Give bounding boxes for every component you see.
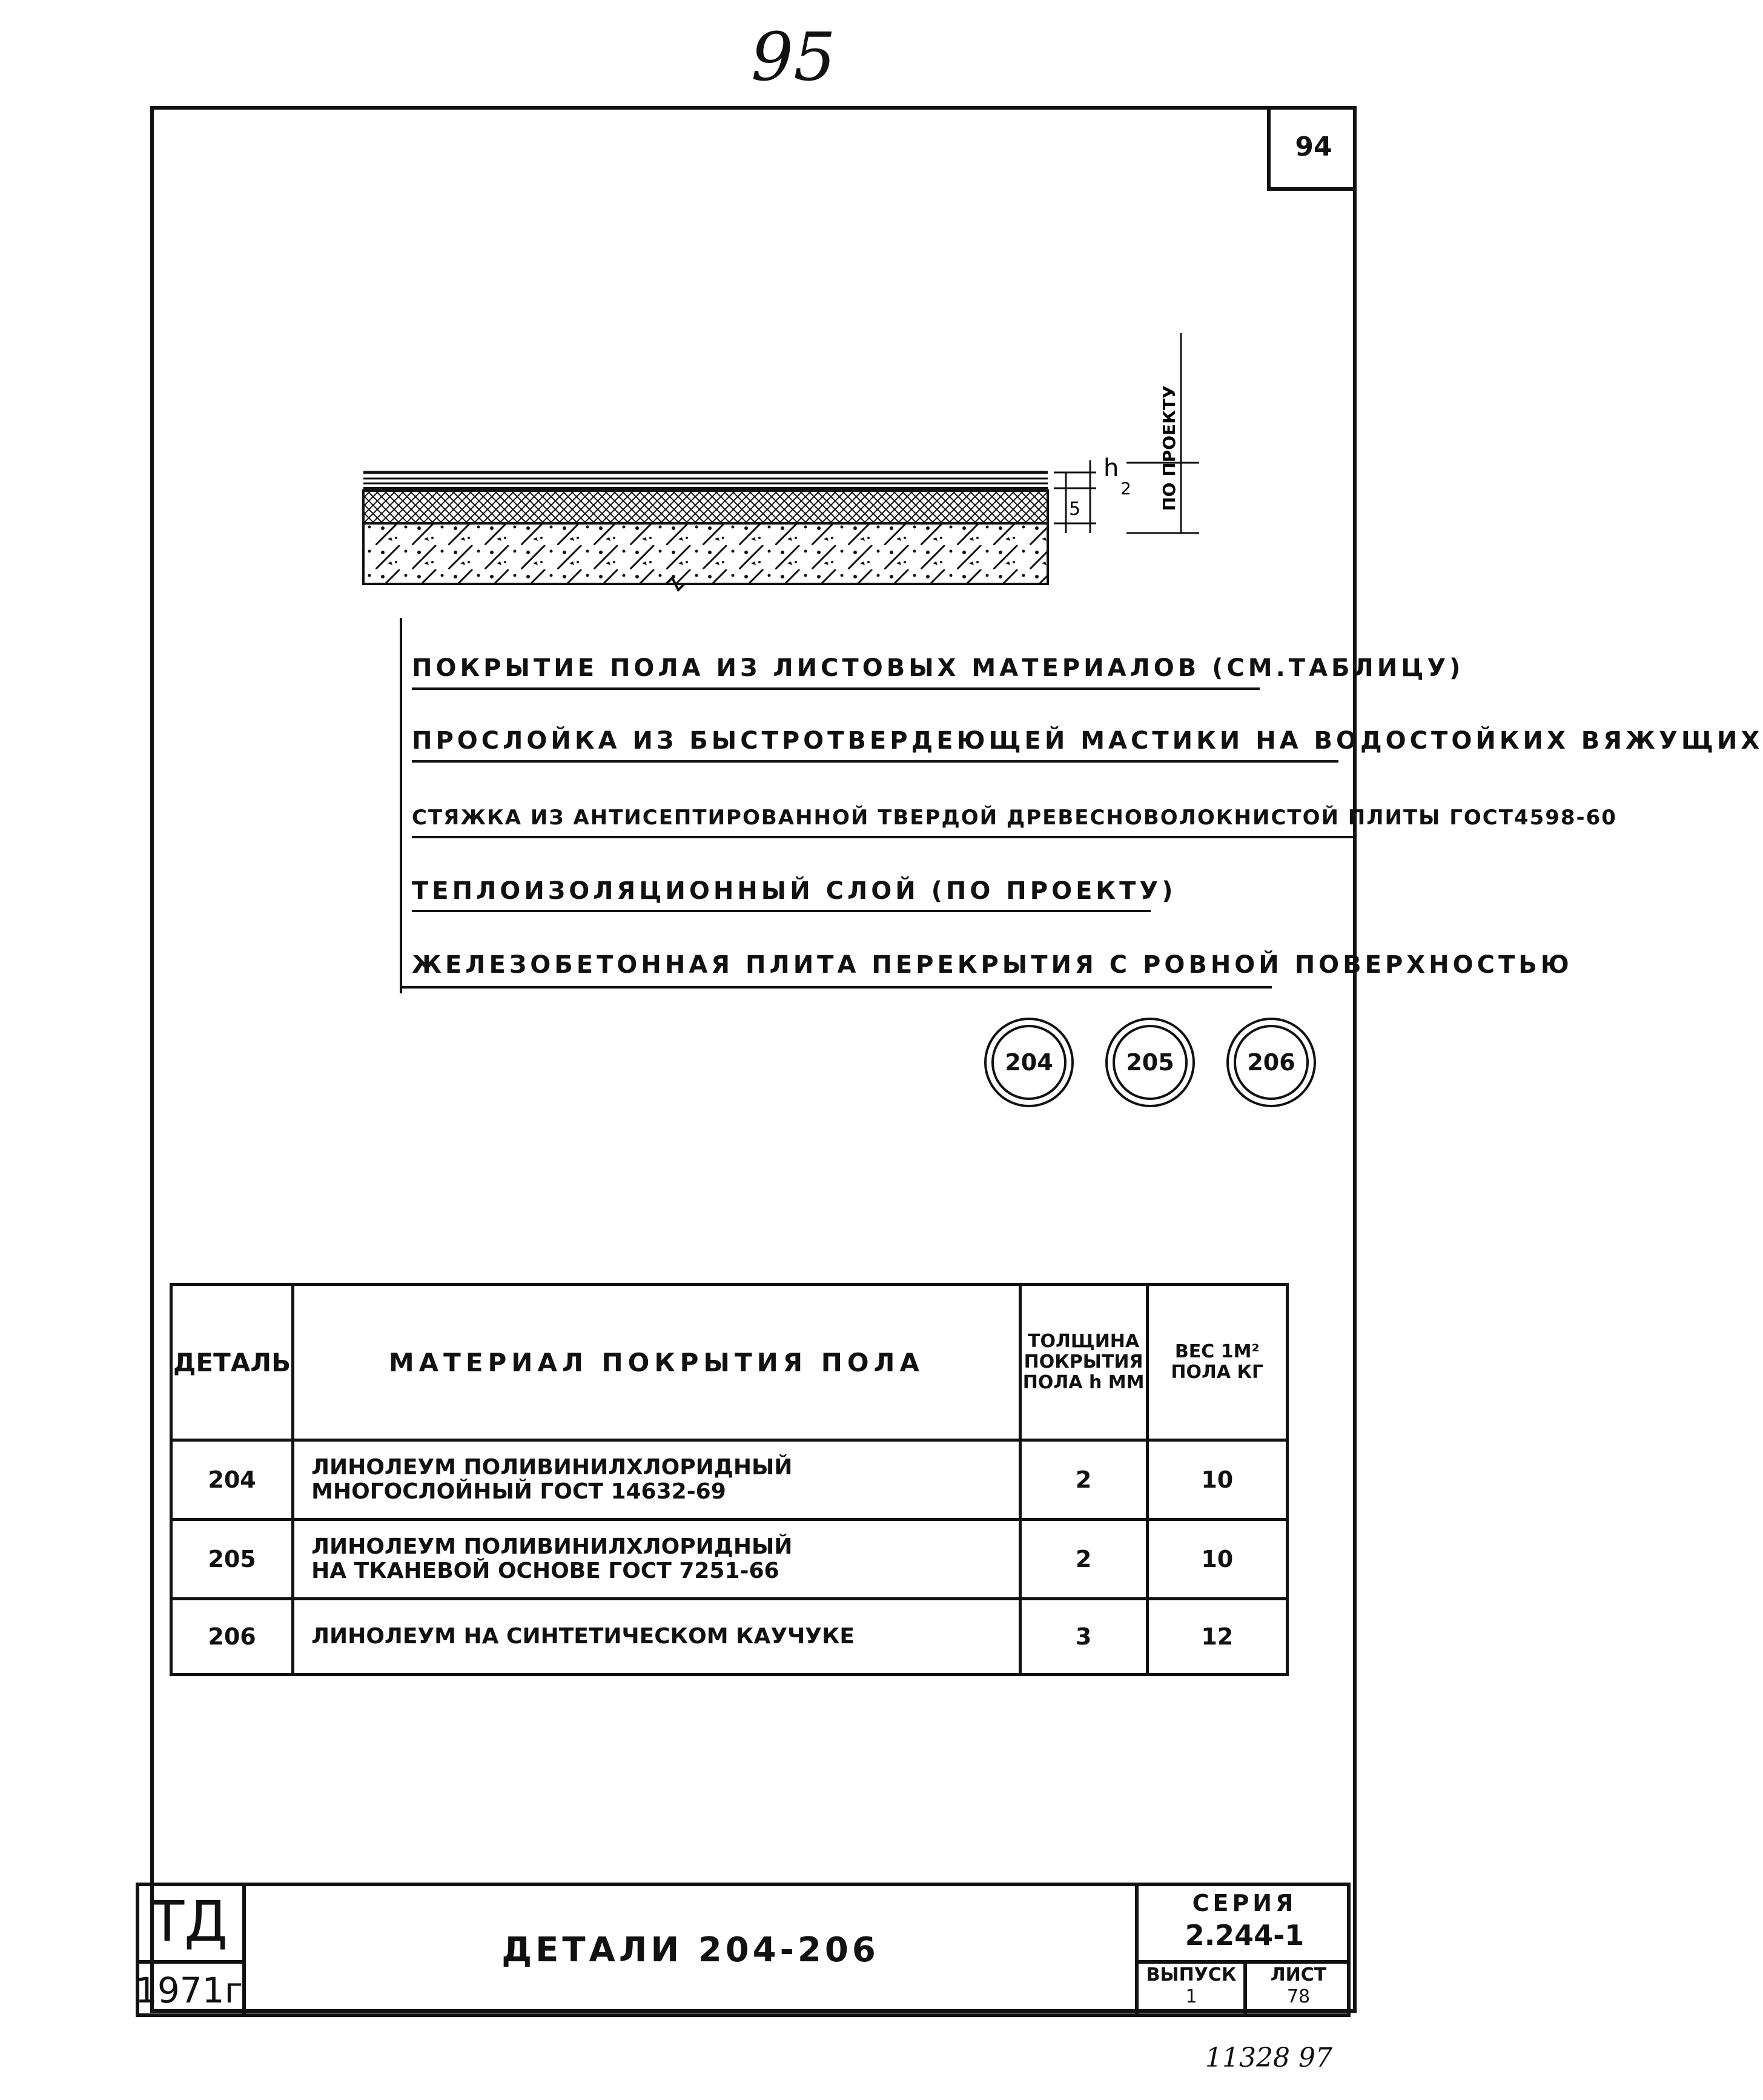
floor-section-drawing	[339, 327, 1199, 618]
sheet-corner-number: 94	[1267, 106, 1357, 191]
cell-material	[293, 1520, 1020, 1599]
table-header-row	[171, 1285, 1288, 1440]
layer-underline-4	[412, 910, 1151, 912]
layer-label-1: ПОКРЫТИЕ ПОЛА ИЗ ЛИСТОВЫХ МАТЕРИАЛОВ (СМ.ТАБЛИЦУ)	[412, 654, 1464, 682]
cell-thickness: 2	[1020, 1520, 1147, 1599]
detail-marker-206: 206	[1226, 1018, 1316, 1107]
header-detail: ДЕТАЛЬ	[171, 1285, 293, 1440]
cell-thickness: 2	[1020, 1440, 1147, 1520]
project-note: ПО ПРОЕКТУ	[1159, 385, 1179, 511]
footer-number: 11328 97	[1205, 2042, 1332, 2073]
layer-underline-5	[400, 986, 1272, 989]
layer-underline-3	[412, 836, 1357, 838]
table-row	[171, 1599, 1288, 1675]
org-mark: ТД	[136, 1883, 246, 1964]
cell-detail: 206	[171, 1599, 293, 1675]
callout-leader	[400, 618, 402, 993]
layer-label-3: СТЯЖКА ИЗ АНТИСЕПТИРОВАННОЙ ТВЕРДОЙ ДРЕВЕСНОВОЛОКНИСТОЙ ПЛИТЫ ГОСТ4598-60	[412, 806, 1617, 830]
table-row	[171, 1520, 1288, 1599]
cell-weight: 10	[1147, 1520, 1287, 1599]
detail-marker-204: 204	[984, 1018, 1074, 1107]
issue-value: 1	[1185, 1986, 1197, 2007]
issue-label: ВЫПУСК	[1146, 1964, 1237, 1986]
layer-label-5: ЖЕЛЕЗОБЕТОННАЯ ПЛИТА ПЕРЕКРЫТИЯ С РОВНОЙ ПОВЕРХНОСТЬЮ	[412, 951, 1573, 979]
dimension-h: h	[1103, 454, 1119, 482]
cell-weight: 12	[1147, 1599, 1287, 1675]
header-weight: ВЕС 1М² ПОЛА КГ	[1147, 1285, 1287, 1440]
series-label: СЕРИЯ	[1192, 1890, 1297, 1916]
table-row	[171, 1440, 1288, 1520]
sheet-value: 78	[1286, 1986, 1311, 2007]
dimension-2: 2	[1120, 479, 1131, 499]
cell-material	[293, 1440, 1020, 1520]
layer-underline-1	[412, 687, 1260, 690]
material-line-1: ЛИНОЛЕУМ НА СИНТЕТИЧЕСКОМ КАУЧУКЕ	[311, 1624, 855, 1649]
drawing-title: ДЕТАЛИ 204-206	[246, 1883, 1139, 2017]
cell-detail: 204	[171, 1440, 293, 1520]
material-line-1: ЛИНОЛЕУМ ПОЛИВИНИЛХЛОРИДНЫЙ	[311, 1534, 793, 1559]
detail-marker-205: 205	[1105, 1018, 1195, 1107]
layer-label-2: ПРОСЛОЙКА ИЗ БЫСТРОТВЕРДЕЮЩЕЙ МАСТИКИ НА ВОДОСТОЙКИХ ВЯЖУЩИХ	[412, 727, 1763, 755]
cell-weight: 10	[1147, 1440, 1287, 1520]
year: 1971г	[136, 1964, 246, 2017]
header-material: МАТЕРИАЛ ПОКРЫТИЯ ПОЛА	[293, 1285, 1020, 1440]
series-value: 2.244-1	[1185, 1919, 1305, 1952]
dimension-5: 5	[1069, 499, 1081, 520]
material-line-2: МНОГОСЛОЙНЫЙ ГОСТ 14632-69	[311, 1479, 726, 1504]
header-thickness: ТОЛЩИНА ПОКРЫТИЯ ПОЛА h ММ	[1020, 1285, 1147, 1440]
material-line-2: НА ТКАНЕВОЙ ОСНОВЕ ГОСТ 7251-66	[311, 1558, 779, 1583]
spec-table	[170, 1283, 1289, 1676]
page-number: 95	[751, 18, 836, 96]
material-line-1: ЛИНОЛЕУМ ПОЛИВИНИЛХЛОРИДНЫЙ	[311, 1455, 793, 1480]
cell-thickness: 3	[1020, 1599, 1147, 1675]
sheet-label: ЛИСТ	[1270, 1964, 1327, 1986]
layer-label-4: ТЕПЛОИЗОЛЯЦИОННЫЙ СЛОЙ (ПО ПРОЕКТУ)	[412, 877, 1177, 905]
cell-detail: 205	[171, 1520, 293, 1599]
layer-underline-2	[412, 760, 1338, 763]
cell-material	[293, 1599, 1020, 1675]
